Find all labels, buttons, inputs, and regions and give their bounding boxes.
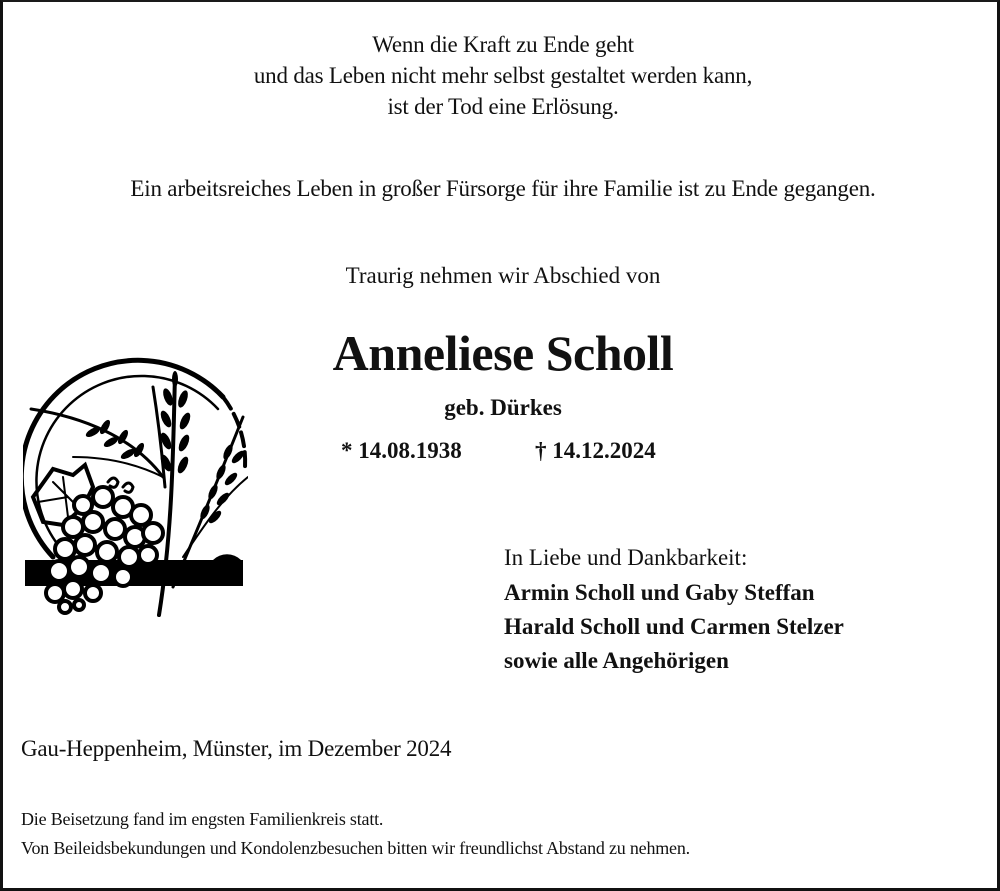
mourner-line: Armin Scholl und Gaby Steffan xyxy=(504,580,815,605)
place-date: Gau-Heppenheim, Münster, im Dezember 2024 xyxy=(21,736,452,761)
note-line: Die Beisetzung fand im engsten Familienkreis statt. xyxy=(21,809,384,829)
poem-line: Wenn die Kraft zu Ende geht xyxy=(372,32,634,57)
death-date: † 14.12.2024 xyxy=(535,438,656,463)
note-line: Von Beileidsbekundungen und Kondolenzbesuchen bitten wir freundlichst Abstand zu nehmen. xyxy=(21,838,690,858)
deceased-name: Anneliese Scholl xyxy=(332,325,674,381)
birth-date: * 14.08.1938 xyxy=(341,438,462,463)
farewell-text: Traurig nehmen wir Abschied von xyxy=(345,263,661,288)
mourner-line: sowie alle Angehörigen xyxy=(504,648,729,673)
wheat-grapes-emblem-icon xyxy=(23,357,248,622)
mourner-line: Harald Scholl und Carmen Stelzer xyxy=(504,614,844,639)
intro-text: Ein arbeitsreiches Leben in großer Fürsorge für ihre Familie ist zu Ende gegangen. xyxy=(130,176,876,201)
mourners-block xyxy=(504,540,844,678)
poem-line: und das Leben nicht mehr selbst gestaltet werden kann, xyxy=(253,63,753,88)
notes xyxy=(21,805,690,863)
mourners-label: In Liebe und Dankbarkeit: xyxy=(504,545,748,570)
poem xyxy=(3,29,1000,122)
maiden-name: geb. Dürkes xyxy=(444,395,562,420)
poem-line: ist der Tod eine Erlösung. xyxy=(387,94,619,119)
